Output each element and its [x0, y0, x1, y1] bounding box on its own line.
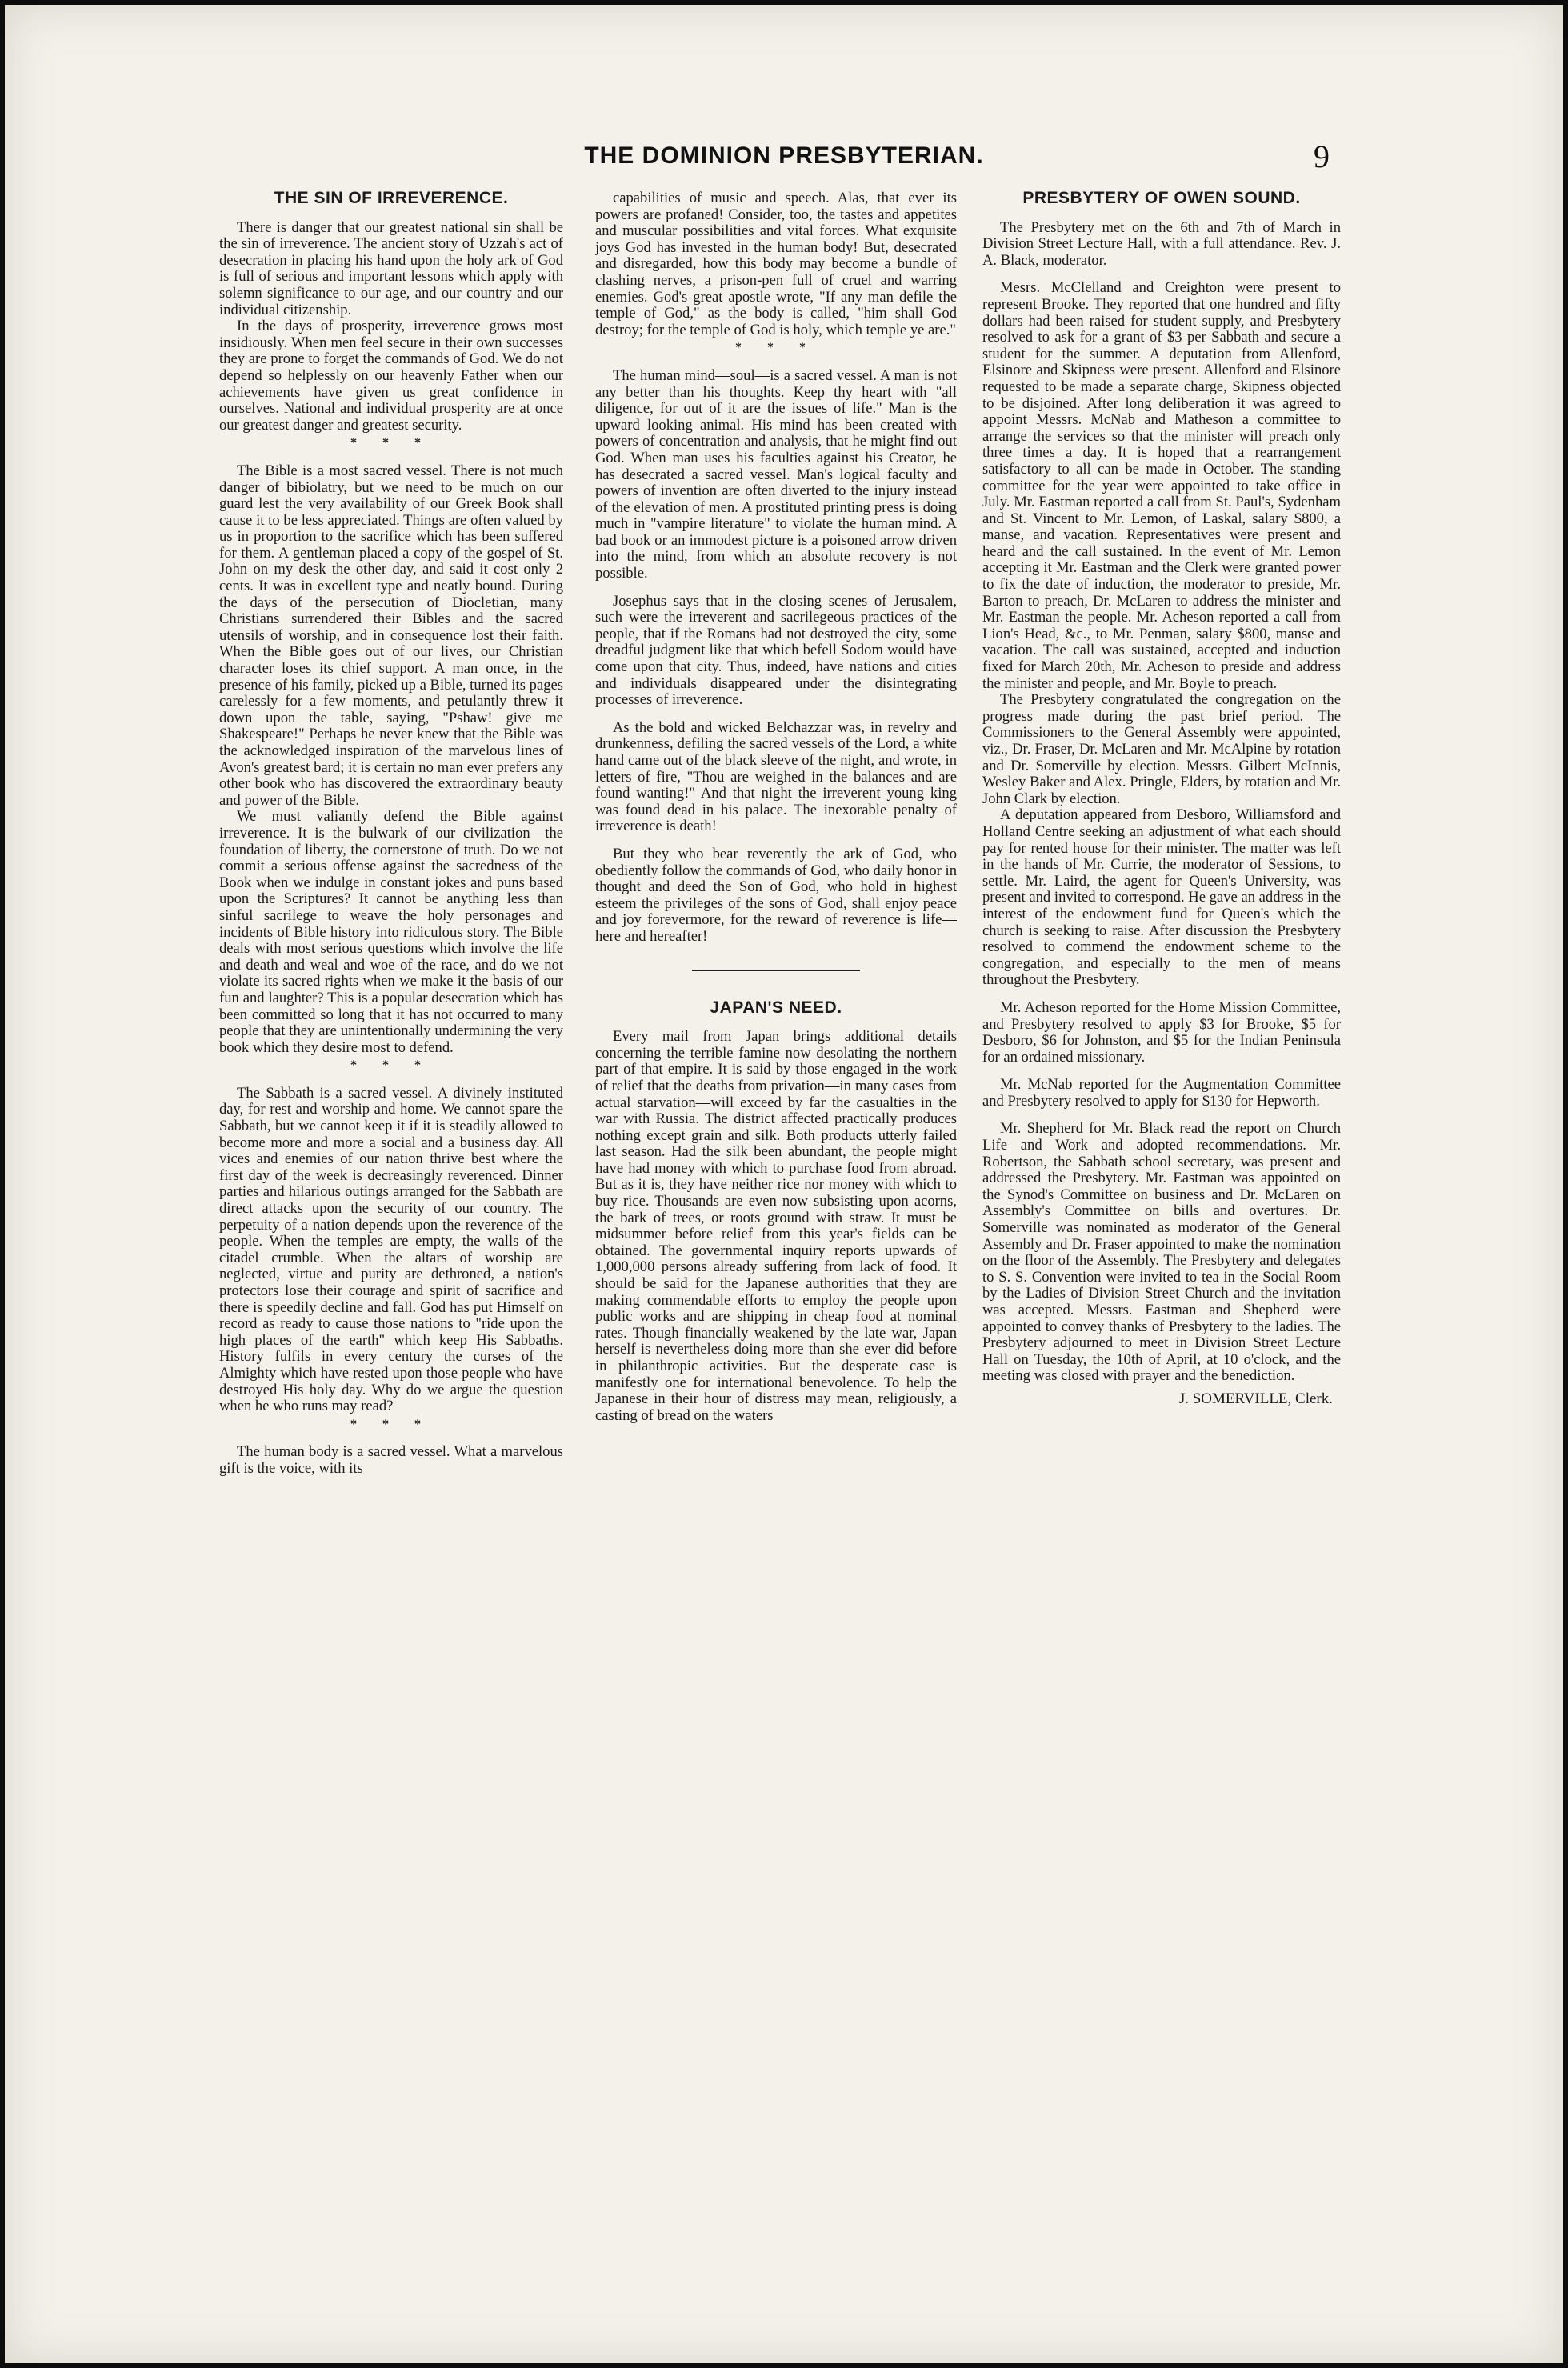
paragraph: In the days of prosperity, irreverence grows most insidiously. When men feel secure in their own successes they are prone to forget the commands of God. We do not depend so helplessly on our heavenly Father when our achievements have given us great confidence in ourselves. National and individual prosperity are at once our greatest danger and greatest security.	[219, 318, 563, 434]
paragraph: The Presbytery met on the 6th and 7th of March in Division Street Lecture Hall, with a full attendance. Rev. J. A. Black, moderator.	[982, 218, 1341, 269]
newspaper-page	[5, 5, 1563, 2363]
column-middle	[595, 190, 957, 2190]
section-divider-stars: * * *	[350, 1058, 432, 1073]
page-header	[5, 138, 1563, 189]
clerk-signature: J. SOMERVILLE, Clerk.	[1178, 1390, 1333, 1407]
paragraph: Josephus says that in the closing scenes of Jerusalem, such were the irreverent and sacrilegeous practices of the people, that if the Romans had not destroyed the city, some dreadful judgment like that which befell Sodom would have come upon that city. Thus, indeed, have nations and cities and individuals disappeared under the disintegrating processes of irreverence.	[595, 592, 957, 709]
paragraph: The Bible is a most sacred vessel. There is not much danger of bibiolatry, but we need to be much on our guard lest the very availability of our Greek Book shall cause it to be less appreciated. Things are often valued by us in proportion to the sacrifice which has been suffered for them. A gentleman placed a copy of the gospel of St. John on my desk the other day, and said it cost only 2 cents. It was in excellent type and neatly bound. During the days of the persecution of Diocletian, many Christians surrendered their Bibles and the sacred utensils of worship, and in consequence lost their faith. When the Bible goes out of our lives, our Christian character loses its chief support. A man once, in the presence of his family, picked up a Bible, turned its pages carelessly for a few moments, and petulantly threw it down upon the table, saying, "Pshaw! give me Shakespeare!" Perhaps he never knew that the Bible was the acknowledged inspiration of the marvelous lines of Avon's greatest bard; it is certain no man ever prefers any other book who has discovered the extraordinary beauty and power of the Bible.	[219, 462, 563, 809]
paragraph: Mesrs. McClelland and Creighton were present to represent Brooke. They reported that one hundred and fifty dollars had been raised for student supply, and Presbytery resolved to ask for a grant of $3 per Sabbath and secure a student for the summer. A deputation from Allenford, Elsinore and Skipness were present. Allenford and Elsinore requested to be made a separate charge, Skipness objected to be disjoined. After long deliberation it was agreed to appoint Messrs. McNab and Matheson a committee to arrange the services so that the minister will preach only three times a day. It is hoped that a rearrangement satisfactory to all can be made in October. The standing committee for the year were appointed to take office in July. Mr. Eastman reported a call from St. Paul's, Sydenham and St. Vincent to Mr. Lemon, of Laskal, salary $800, a manse, and vacation. Representatives were present and heard and the call sustained. In the event of Mr. Lemon accepting it Mr. Eastman and the Clerk were granted power to fix the date of induction, the moderator to preside, Mr. Barton to preach, Dr. McLaren to address the minister and Mr. Eastman the people. Mr. Acheson reported a call from Lion's Head, &c., to Mr. Penman, salary $800, manse and vacation. The call was sustained, accepted and induction fixed for March 20th, Mr. Acheson to preside and address the minister and people, and Mr. Boyle to preach.	[982, 279, 1341, 692]
masthead: THE DOMINION PRESBYTERIAN.	[584, 142, 984, 169]
paragraph: Mr. McNab reported for the Augmentation Committee and Presbytery resolved to apply for $130 for Hepworth.	[982, 1076, 1341, 1110]
paragraph: Every mail from Japan brings additional details concerning the terrible famine now desolating the northern part of that empire. It is said by those engaged in the work of relief that the deaths from privation—in many cases from actual starvation—will exceed by far the casualties in the war with Russia. The district affected practically produces nothing except grain and silk. Both products utterly failed last season. Had the silk been abundant, the people might have had money with which to purchase food from abroad. But as it is, they have neither rice nor money with which to buy rice. Thousands are even now subsisting upon acorns, the bark of trees, or roots ground with straw. It must be midsummer before relief from this year's fields can be obtained. The governmental inquiry reports upwards of 1,000,000 persons already suffering from lack of food. It should be said for the Japanese authorities that they are making commendable efforts to employ the people upon public works and are shipping in cheap food at nominal rates. Though financially weakened by the late war, Japan herself is nevertheless doing more than she ever did before in philanthropic activities. But the desperate case is manifestly one for international benevolence. To help the Japanese in their hour of distress may mean, religiously, a casting of bread on the waters	[595, 1028, 957, 1424]
paragraph: But they who bear reverently the ark of God, who obediently follow the commands of God, who daily honor in thought and deed the Son of God, who hold in highest esteem the privileges of the sons of God, shall enjoy peace and joy forevermore, for the reward of reverence is life—here and hereafter!	[595, 845, 957, 945]
section-divider-stars: * * *	[350, 436, 432, 450]
paragraph: We must valiantly defend the Bible against irreverence. It is the bulwark of our civilization—the foundation of liberty, the cornerstone of truth. Do we not commit a serious offense against the sacredness of the Book when we indulge in constant jokes and puns based upon the Scriptures? It cannot be anything less than sinful sacrilege to weave the holy personages and incidents of Bible history into ridiculous story. The Bible deals with most serious questions which involve the life and death and weal and woe of the race, and do we not violate its sacred rights when we make it the basis of our fun and laughter? This is a popular desecration which has been committed so long that it has not occurred to many people that they are unintentionally undermining the very book which they desire most to defend.	[219, 808, 563, 1056]
page-number: 9	[1314, 138, 1330, 174]
paragraph: capabilities of music and speech. Alas, that ever its powers are profaned! Consider, too, the tastes and appetites and muscular possibilities and vital forces. What exquisite joys God has invested in the human body! But, desecrated and disregarded, how this body may become a bundle of clashing nerves, a prison-pen full of cruel and warring enemies. God's great apostle wrote, "If any man defile the temple of God," as the body is called, "him shall God destroy; for the temple of God is holy, which temple ye are."	[595, 190, 957, 338]
article-heading-irreverence: THE SIN OF IRREVERENCE.	[274, 190, 509, 207]
paragraph: The Presbytery congratulated the congregation on the progress made during the past brief period. The Commissioners to the General Assembly were appointed, viz., Dr. Fraser, Dr. McLaren and Mr. McAlpine by rotation and Dr. Somerville by election. Messrs. Gilbert McInnis, Wesley Baker and Alex. Pringle, Elders, by rotation and Mr. John Clark by election.	[982, 691, 1341, 807]
article-heading-japans-need: JAPAN'S NEED.	[710, 998, 842, 1017]
section-divider-stars: * * *	[350, 1417, 432, 1431]
paragraph: There is danger that our greatest national sin shall be the sin of irreverence. The ancient story of Uzzah's act of desecration in placing his hand upon the holy ark of God is full of serious and important lessons which apply with solemn significance to our age, and our country and our individual citizenship.	[219, 218, 563, 318]
column-right	[982, 190, 1341, 2190]
paragraph: The Sabbath is a sacred vessel. A divinely instituted day, for rest and worship and home. We cannot spare the Sabbath, but we cannot keep it if it is steadily allowed to become more and more a social and a business day. All vices and enemies of our nation thrive best where the first day of the week is decreasingly reverenced. Dinner parties and hilarious outings arranged for the Sabbath are direct attacks upon the security of our country. The perpetuity of a nation depends upon the reverence of the people. When the temples are empty, the walls of the citadel crumble. When the altars of worship are neglected, virtue and purity are dethroned, a nation's protectors lose their courage and spirit of sacrifice and there is speedily decline and fall. God has put Himself on record as ready to cause those nations to "ride upon the high places of the earth" which keep His Sabbaths. History fulfils in every century the curses of the Almighty which have rested upon those people who have destroyed His holy day. Why do we argue the question when he who runs may read?	[219, 1084, 563, 1415]
paragraph: As the bold and wicked Belchazzar was, in revelry and drunkenness, defiling the sacred vessels of the Lord, a white hand came out of the black sleeve of the night, and wrote, in letters of fire, "Thou are weighed in the balances and are found wanting!" And that night the irreverent young king was found dead in his palace. The inexorable penalty of irreverence is death!	[595, 718, 957, 835]
article-separator-rule	[692, 970, 860, 971]
section-divider-stars: * * *	[735, 341, 817, 355]
paragraph: Mr. Acheson reported for the Home Mission Committee, and Presbytery resolved to apply $3 for Brooke, $5 for Desboro, $6 for Johnston, and $5 for the Indian Peninsula for an ordained missionary.	[982, 998, 1341, 1066]
paragraph: Mr. Shepherd for Mr. Black read the report on Church Life and Work and adopted recommendations. Mr. Robertson, the Sabbath school secretary, was present and addressed the Presbytery. Mr. Eastman was appointed on the Synod's Committee on business and Dr. McLaren on Assembly's Committee on bills and overtures. Dr. Somerville was nominated as moderator of the General Assembly and Dr. Fraser appointed to make the nomination on the floor of the Assembly. The Presbytery and delegates to S. S. Convention were invited to tea in the Social Room by the Ladies of Division Street Church and the invitation was accepted. Messrs. Eastman and Shepherd were appointed to convey thanks of Presbytery to the ladies. The Presbytery adjourned to meet in Division Street Lecture Hall on Tuesday, the 10th of April, at 10 o'clock, and the meeting was closed with prayer and the benediction.	[982, 1120, 1341, 1385]
paragraph: A deputation appeared from Desboro, Williamsford and Holland Centre seeking an adjustment of what each should pay for rented house for their minister. The matter was left in the hands of Mr. Currie, the moderator of Sessions, to settle. Mr. Laird, the agent for Queen's University, was present and invited to correspond. He gave an address in the interest of the endowment fund for Queen's which the church is seeking to raise. After discussion the Presbytery resolved to commend the endowment scheme to the congregation, and especially to the men of means throughout the Presbytery.	[982, 806, 1341, 989]
paragraph: The human body is a sacred vessel. What a marvelous gift is the voice, with its	[219, 1443, 563, 1477]
paragraph: The human mind—soul—is a sacred vessel. A man is not any better than his thoughts. Keep thy heart with "all diligence, for out of it are the issues of life." Man is the upward looking animal. His mind has been created with powers of concentration and analysis, that he might find out God. When man uses his faculties against his Creator, he has desecrated a sacred vessel. Man's logical faculty and powers of invention are often diverted to the injury instead of the elevation of men. A prostituted printing press is doing much in "vampire literature" to violate the human mind. A bad book or an immodest picture is a poisoned arrow driven into the mind, from which an absolute recovery is not possible.	[595, 366, 957, 582]
article-heading-presbytery: PRESBYTERY OF OWEN SOUND.	[1022, 190, 1301, 207]
column-left	[219, 190, 563, 2190]
